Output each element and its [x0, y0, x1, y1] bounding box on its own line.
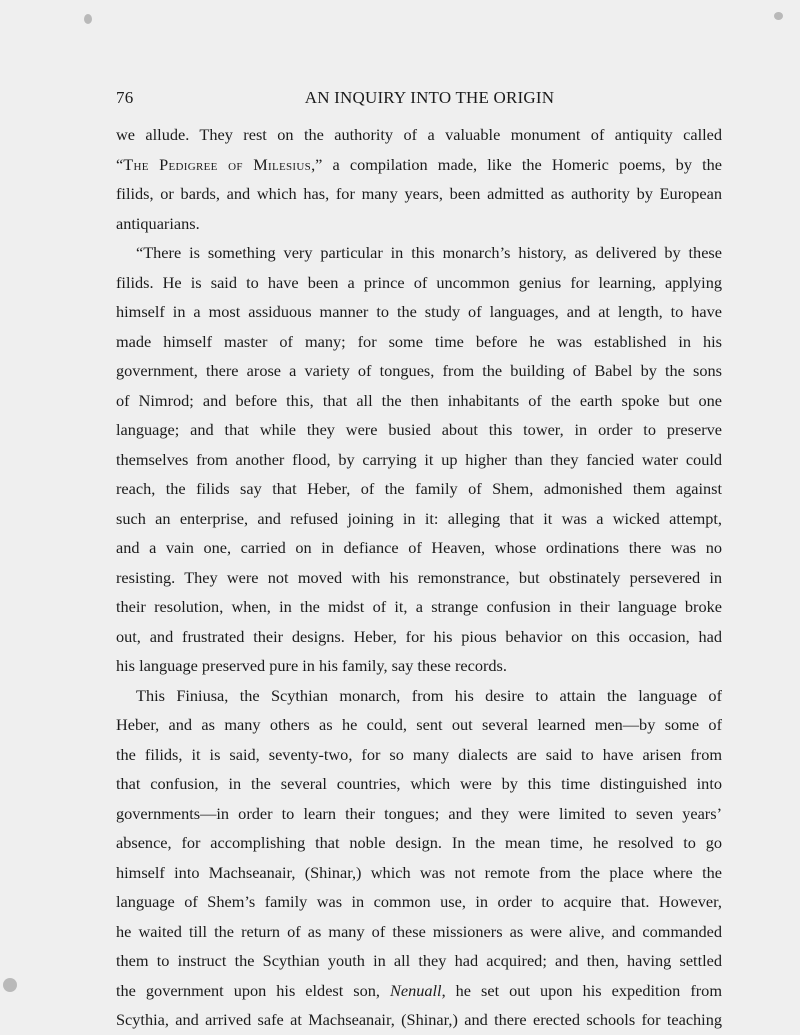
text-line: such an enterprise, and refused joining in it: alleging that it was a wicked attempt, [116, 508, 722, 528]
paper-spot [3, 978, 17, 992]
text-line: himself into Machseanair, (Shinar,) which was not remote from the place where the [116, 862, 722, 882]
paragraph-3 [116, 681, 722, 1035]
paper-spot [774, 12, 783, 20]
small-caps-title: The Pedigree of Milesius [123, 154, 312, 174]
text-line: governments—in order to learn their tongues; and they were limited to seven years’ [116, 803, 722, 823]
text-line: the government upon his eldest son, Nenuall, he set out upon his expedition from [116, 980, 722, 1000]
text-line: himself in a most assiduous manner to the study of languages, and at length, to have [116, 302, 722, 321]
text-line: of Nimrod; and before this, that all the then inhabitants of the earth spoke but one [116, 390, 722, 410]
running-head: AN INQUIRY INTO THE ORIGIN [304, 88, 555, 107]
text-line: Scythia, and arrived safe at Machseanair, (Shinar,) and there erected schools for teaching [116, 1010, 722, 1029]
text-line: “The Pedigree of Milesius,” a compilation made, like the Homeric poems, by the [116, 154, 722, 174]
text-line: his language preserved pure in his family, say these records. [116, 656, 507, 675]
paragraph-1 [116, 120, 722, 238]
text-line: out, and frustrated their designs. Heber, for his pious behavior on this occasion, had [116, 626, 722, 646]
text-line: filids, or bards, and which has, for many years, been admitted as authority by European [116, 184, 722, 203]
text-line: that confusion, in the several countries, which were by this time distinguished into [116, 774, 722, 793]
text-line: their resolution, when, in the midst of it, a strange confusion in their language broke [116, 597, 722, 616]
text-line: themselves from another flood, by carrying it up higher than they fancied water could [116, 449, 722, 469]
text-line: made himself master of many; for some time before he was established in his [116, 331, 722, 351]
text-line: them to instruct the Scythian youth in all they had acquired; and then, having settled [116, 951, 722, 970]
page-header [116, 88, 723, 112]
text-line: language of Shem’s family was in common use, in order to acquire that. However, [116, 892, 722, 911]
text-line: “There is something very particular in this monarch’s history, as delivered by these [136, 243, 722, 262]
italic-name: Nenuall [390, 980, 442, 1000]
text-line: language; and that while they were busied about this tower, in order to preserve [116, 420, 722, 439]
paragraph-2 [116, 238, 722, 681]
text-line: antiquarians. [116, 213, 200, 233]
text-line: absence, for accomplishing that noble design. In the mean time, he resolved to go [116, 833, 722, 852]
text-line: This Finiusa, the Scythian monarch, from his desire to attain the language of [136, 685, 722, 705]
text-line: government, there arose a variety of tongues, from the building of Babel by the sons [116, 361, 722, 380]
text-line: reach, the filids say that Heber, of the family of Shem, admonished them against [116, 479, 722, 498]
text-line: Heber, and as many others as he could, sent out several learned men—by some of [116, 715, 722, 734]
text-line: resisting. They were not moved with his remonstrance, but obstinately persevered in [116, 567, 722, 587]
text-line: he waited till the return of as many of these missioners as were alive, and commanded [116, 921, 722, 941]
text-line: the filids, it is said, seventy-two, for so many dialects are said to have arisen from [116, 744, 722, 764]
text-line: we allude. They rest on the authority of a valuable monument of antiquity called [116, 125, 722, 144]
text-line: filids. He is said to have been a prince of uncommon genius for learning, applying [116, 272, 722, 292]
body-text [116, 120, 722, 1035]
text-line: and a vain one, carried on in defiance of Heaven, whose ordinations there was no [116, 538, 722, 557]
page-number: 76 [116, 88, 134, 107]
paper-spot [84, 14, 92, 24]
